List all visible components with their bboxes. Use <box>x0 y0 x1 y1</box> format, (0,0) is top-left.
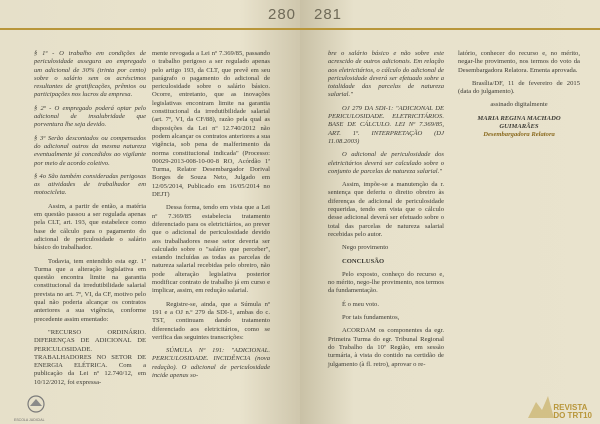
paragraph: ACORDAM os componentes da egr. Primeira Turma do egr. Tribunal Regional do Trabalho da 10ª Região, em sessão turmária, à vista do contido na certidão de julgamento (à fl. retro), aprovar o re- <box>328 327 444 368</box>
paragraph: Nego provimento <box>342 244 389 252</box>
left-column-2 <box>152 50 270 385</box>
paragraph: mente revogada a Lei nº 7.369/85, passando o trabalho perigoso a ser regulado apenas pelo artigo 193, da CLT, que prevê em seu parágrafo o pagamento do adicional de periculosidade sobre o salário básico. Ocorre, entretanto, que as inovações legislativas encontram limite na garantia constitucional da irredutibilidade salarial (art. 7º, VI, da CF/88), razão pela qual as disposições da Lei nº 12.740/2012 não podem alcançar os contratos anteriores a sua vigência, sob pena de malferimento da norma constitucional indicada" (Processo: 00029-2013-008-10-00-8 RO, Acórdão 1ª Turma, Relator Desembargador Dorival Borges de Souza Neto, Julgado em 12/05/2014, Publicado em 16/05/2014 no DEJT) <box>152 50 270 199</box>
header-rule-right <box>300 28 600 30</box>
right-page <box>300 0 600 424</box>
page-number-right: 281 <box>314 6 343 23</box>
logo-line-2: DO TRT10 <box>553 411 592 420</box>
revista-logo-text <box>553 404 592 420</box>
paragraph: É o meu voto. <box>342 300 379 308</box>
paragraph: bre o salário básico e não sobre este acrescido de outros adicionais. Em relação aos eletricitários, o cálculo do adicional de periculosidade deverá ser efetuado sobre a totalidade das parcelas de natureza salarial." <box>328 50 444 99</box>
paragraph: OJ 279 DA SDI-1: "ADICIONAL DE PERICULOSIDADE. ELETRICITÁRIOS. BASE DE CÁLCULO. LEI Nº 7.369/85, ART. 1º. INTERPRETAÇÃO (DJ 11.08.2003) <box>328 104 444 145</box>
paragraph: § 4o São também consideradas perigosas as atividades de trabalhador em motocicleta. <box>34 172 146 197</box>
paragraph: latório, conhecer do recurso e, no mérito, negar-lhe provimento, nos termos do voto da Desembargadora Relatora. Ementa aprovada. <box>458 50 580 74</box>
paragraph: SÚMULA Nº 191: "ADICIONAL. PERICULOSIDADE. INCIDÊNCIA (nova redação). O adicional de periculosidade incide apenas so- <box>152 347 270 379</box>
paragraph: Assim, impõe-se a manutenção da r. sentença que deferiu o direito obreiro às diferenças de adicional de periculosidade requeridas, tendo em vista que o cálculo desse adicional deverá ser efetuado sobre o total das parcelas de natureza salarial recebidas pelo autor. <box>328 181 444 238</box>
paragraph: § 3º Serão descontados ou compensados do adicional outros da mesma natureza eventualmente já concedidos ao vigilante por meio de acordo coletivo. <box>34 134 146 167</box>
signer-title: Desembargadora Relatora <box>483 131 555 139</box>
right-column-1 <box>328 50 444 374</box>
paragraph: Assim, a partir de então, a matéria em questão passou a ser regulada apenas pela CLT, art. 193, que estabelece como base de cálculo para o pagamento do adicional de periculosidade o salário básico do trabalhador. <box>34 202 146 252</box>
signer-name: MARIA REGINA MACHADO GUIMARÃES <box>477 114 561 131</box>
paragraph: § 2º - O empregado poderá optar pelo adicional de insalubridade que porventura lhe seja devido. <box>34 104 146 129</box>
signature-note: assinado digitalmente <box>490 101 548 109</box>
logo-line-1: REVISTA <box>553 403 588 412</box>
paragraph: Por tais fundamentos, <box>342 314 400 322</box>
left-column-1 <box>34 50 146 392</box>
paragraph: Pelo exposto, conheço do recurso e, no mérito, nego-lhe provimento, nos termos da fundamentação. <box>328 270 444 295</box>
header-rule-left <box>0 28 300 30</box>
paragraph: "RECURSO ORDINÁRIO. DIFERENÇAS DE ADICIONAL DE PERICULOSIDADE. TRABALHADORES NO SETOR DE ENERGIA ELÉTRICA. Com a publicação da Lei nº 12.740/12, em 10/12/2012, foi expressa- <box>34 328 146 386</box>
paragraph: Registre-se, ainda, que a Súmula nº 191 e a OJ n.º 279 da SDI-1, ambas do c. TST, continuam dando tratamento diferenciado aos eletricitários, como se verifica das seguintes transcrições: <box>152 300 270 341</box>
logo-caption: ESCOLA JUDICIAL <box>14 418 45 422</box>
paragraph: O adicional de periculosidade dos eletricitários deverá ser calculado sobre o conjunto de parcelas de natureza salarial." <box>328 151 444 175</box>
page-number-left: 280 <box>268 6 297 23</box>
escola-judicial-logo-icon <box>16 394 56 420</box>
date-line: Brasília/DF, 11 de fevereiro de 2015 (data do julgamento). <box>458 79 580 96</box>
paragraph: Todavia, tem entendido esta egr. 1ª Turma que a alteração legislativa em questão encontra limite na garantia constitucional da irredutibilidade salarial prevista no art. 7º, VI, da CF, motivo pelo qual não poderia alcançar os contratos anteriores a sua vigência, conforme precedente assim ementado: <box>34 257 146 323</box>
paragraph: § 1º - O trabalho em condições de periculosidade assegura ao empregado um adicional de 30% (trinta por cento) sobre o salário sem os acréscimos resultantes de gratificações, prêmios ou participações nos lucros da empresa. <box>34 50 146 99</box>
section-heading: CONCLUSÃO <box>342 257 385 265</box>
right-column-2 <box>458 50 580 145</box>
paragraph: Dessa forma, tendo em vista que a Lei nº 7.369/85 estabelecia tratamento diferenciado para os eletricitários, ao prever que o adicional de periculosidade devido aos trabalhadores nesse setor deveria ser calculado sobre o "salário que perceber", estando incluídas as todas as parcelas de natureza salarial recebidas pelo obreiro, não pode alteração legislativa posterior modificar contrato de trabalho já em curso e implicar, assim, em redução salarial. <box>152 204 270 295</box>
